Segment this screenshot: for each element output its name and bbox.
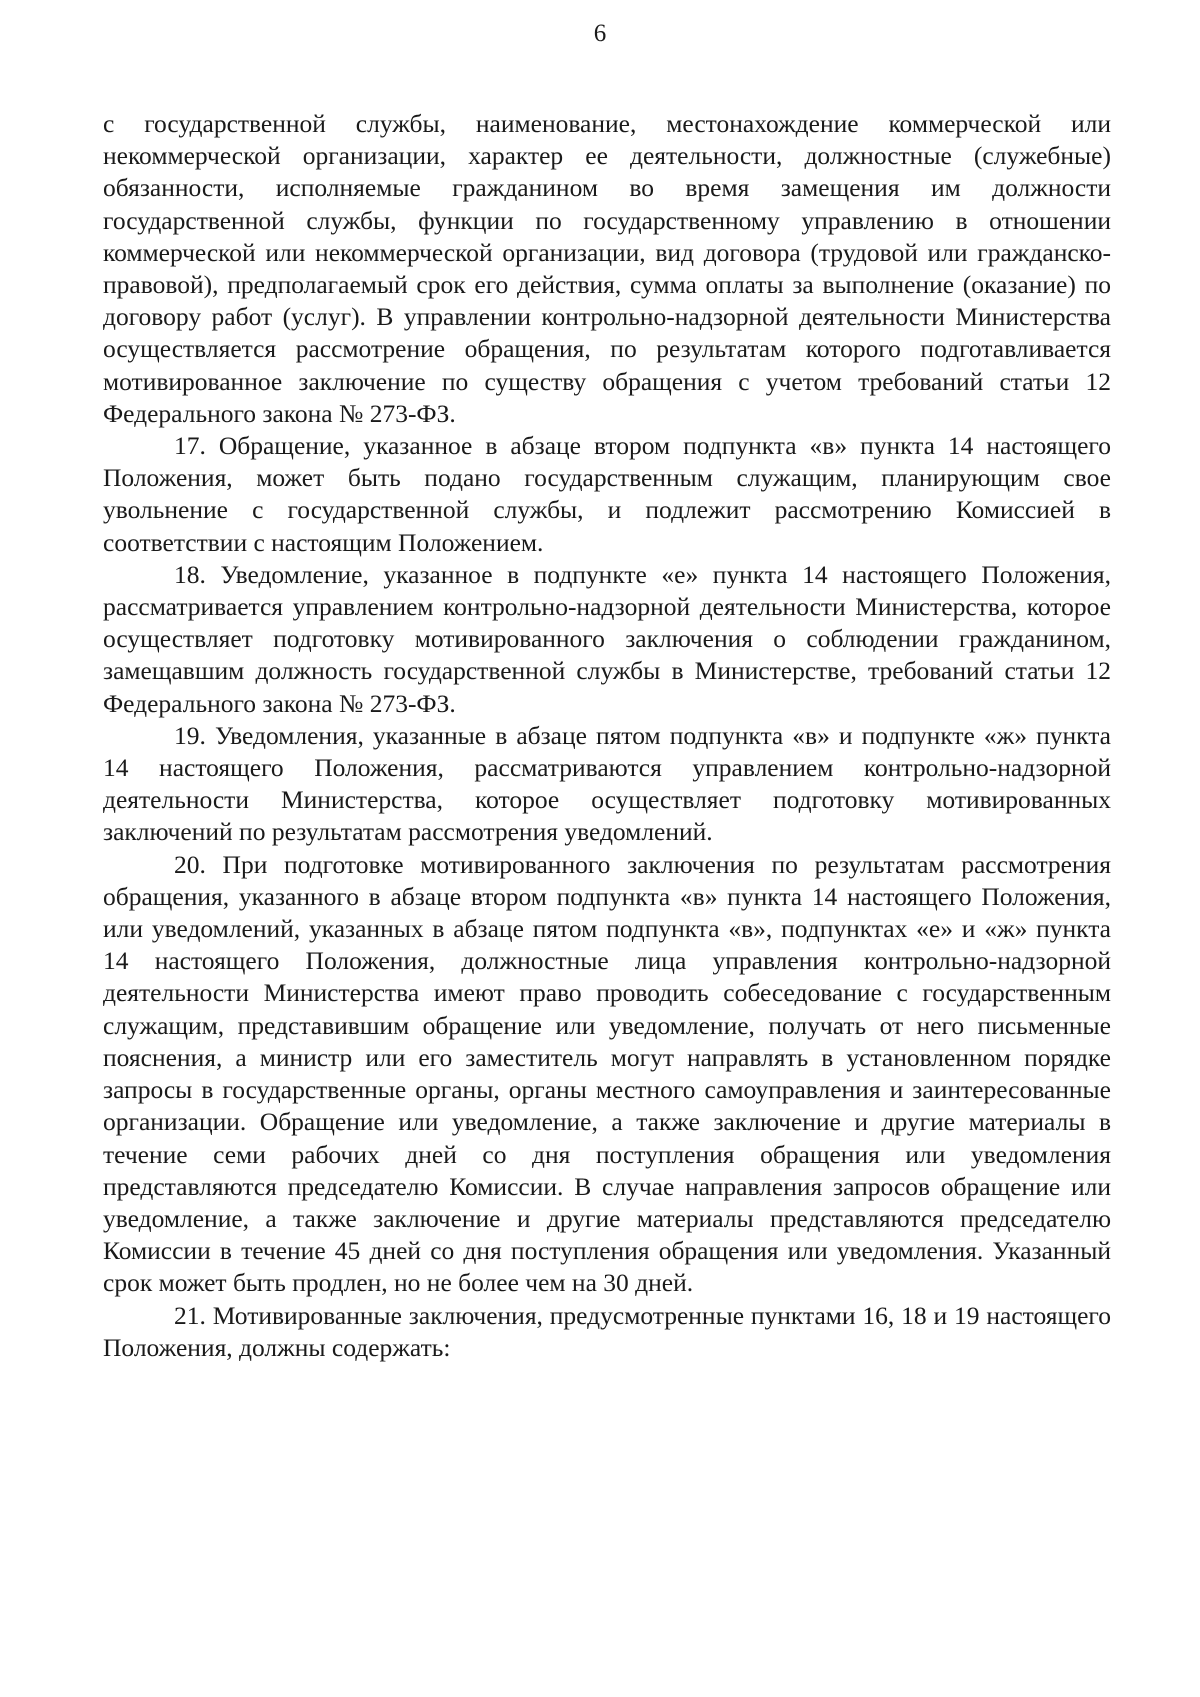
paragraph-18: 18. Уведомление, указанное в подпункте «е» пункта 14 настоящего Положения, рассматривается управлением контрольно-надзорной деятельности Министерства, которое осуществляет подготовку мотивированного заключения о соблюдении гражданином, замещавшим должность государственной службы в Министерстве, требований статьи 12 Федерального закона № 273-ФЗ.: [103, 559, 1111, 718]
paragraph-20: 20. При подготовке мотивированного заключения по результатам рассмотрения обращения, указанного в абзаце втором подпункта «в» пункта 14 настоящего Положения, или уведомлений, указанных в абзаце пятом подпункта «в», подпунктах «е» и «ж» пункта 14 настоящего Положения, должностные лица управления контрольно-надзорной деятельности Министерства имеют право проводить собеседование с государственным служащим, представившим обращение или уведомление, получать от него письменные пояснения, а министр или его заместитель могут направлять в установленном порядке запросы в государственные органы, органы местного самоуправления и заинтересованные организации. Обращение или уведомление, а также заключение и другие материалы в течение семи рабочих дней со дня поступления обращения или уведомления представляются председателю Комиссии. В случае направления запросов обращение или уведомление, а также заключение и другие материалы представляются председателю Комиссии в течение 45 дней со дня поступления обращения или уведомления. Указанный срок может быть продлен, но не более чем на 30 дней.: [103, 849, 1111, 1298]
paragraph-21: 21. Мотивированные заключения, предусмотренные пунктами 16, 18 и 19 настоящего Положения, должны содержать:: [103, 1300, 1111, 1362]
paragraph-17: 17. Обращение, указанное в абзаце втором подпункта «в» пункта 14 настоящего Положения, может быть подано государственным служащим, планирующим свое увольнение с государственной службы, и подлежит рассмотрению Комиссией в соответствии с настоящим Положением.: [103, 431, 1111, 557]
paragraph-continuation: с государственной службы, наименование, местонахождение коммерческой или некоммерческой организации, характер ее деятельности, должностные (служебные) обязанности, исполняемые гражданином во время замещения им должности государственной службы, функции по государственному управлению в отношении коммерческой или некоммерческой организации, вид договора (трудовой или гражданско-правовой), предполагаемый срок его действия, сумма оплаты за выполнение (оказание) по договору работ (услуг). В управлении контрольно-надзорной деятельности Министерства осуществляется рассмотрение обращения, по результатам которого подготавливается мотивированное заключение по существу обращения с учетом требований статьи 12 Федерального закона № 273-ФЗ.: [103, 109, 1111, 428]
document-body: [103, 108, 1111, 1364]
page-number: 6: [593, 20, 607, 47]
paragraph-19: 19. Уведомления, указанные в абзаце пятом подпункта «в» и подпункте «ж» пункта 14 настоящего Положения, рассматриваются управлением контрольно-надзорной деятельности Министерства, которое осуществляет подготовку мотивированных заключений по результатам рассмотрения уведомлений.: [103, 720, 1111, 847]
